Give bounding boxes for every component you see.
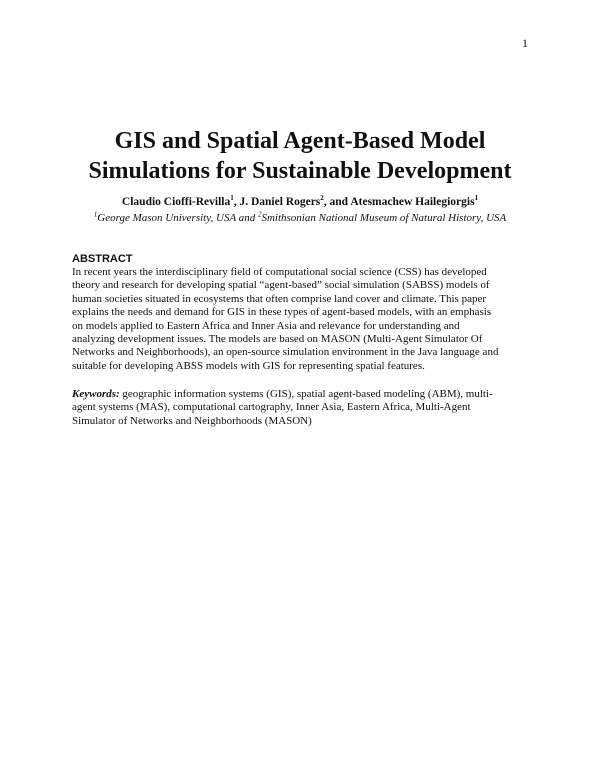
author-separator: , [233,196,240,208]
abstract-line: theory and research for developing spatial “agent-based” social simulation (SABSS) models of [72,279,490,292]
author-affiliation-mark: 1 [230,194,234,203]
title-line-2: Simulations for Sustainable Development [88,158,512,184]
affiliation-line [0,211,600,225]
abstract-line: human societies situated in ecosystems that often comprise land cover and climate. This paper [72,292,487,305]
affiliation-text: George Mason University, USA and [97,212,258,224]
affiliation-text: Smithsonian National Museum of Natural History, USA [261,212,507,224]
affiliation-mark: 1 [93,210,98,219]
page-number: 1 [522,36,528,50]
keywords-line: agent systems (MAS), computational cartography, Inner Asia, Eastern Africa, Multi-Agent [72,401,471,414]
author-name: J. Daniel Rogers [239,196,321,208]
abstract-heading: ABSTRACT [72,253,133,265]
author-list [0,195,600,209]
abstract-line: explains the needs and demand for GIS in these types of agent-based models, with an emphasis [72,306,492,319]
keywords-line: Simulator of Networks and Neighborhoods (MASON) [72,414,312,427]
author-separator: , and [323,196,351,208]
author-affiliation-mark: 1 [474,194,479,203]
abstract-line: analyzing development issues. The models are based on MASON (Multi-Agent Simulator Of [72,333,483,346]
author-name: Atesmachew Hailegiorgis [350,196,475,208]
abstract-body [72,266,532,373]
paper-title [0,126,600,186]
keywords-label: Keywords: [72,388,120,400]
keywords-line [72,388,532,401]
keywords-text: geographic information systems (GIS), spatial agent-based modeling (ABM), multi- [119,388,493,400]
author-name: Claudio Cioffi-Revilla [121,196,231,208]
abstract-line: Networks and Neighborhoods), an open-source simulation environment in the Java language and [72,346,499,359]
abstract-line: In recent years the interdisciplinary field of computational social science (CSS) has developed [72,266,487,278]
affiliation-mark: 2 [257,210,262,219]
abstract-line: on models applied to Eastern Africa and Inner Asia and relevance for understanding and [72,319,460,332]
author-affiliation-mark: 2 [320,194,324,203]
keywords-paragraph [72,388,532,428]
title-line-1: GIS and Spatial Agent-Based Model [114,128,486,154]
abstract-line: suitable for developing ABSS models with GIS for representing spatial features. [72,359,425,372]
